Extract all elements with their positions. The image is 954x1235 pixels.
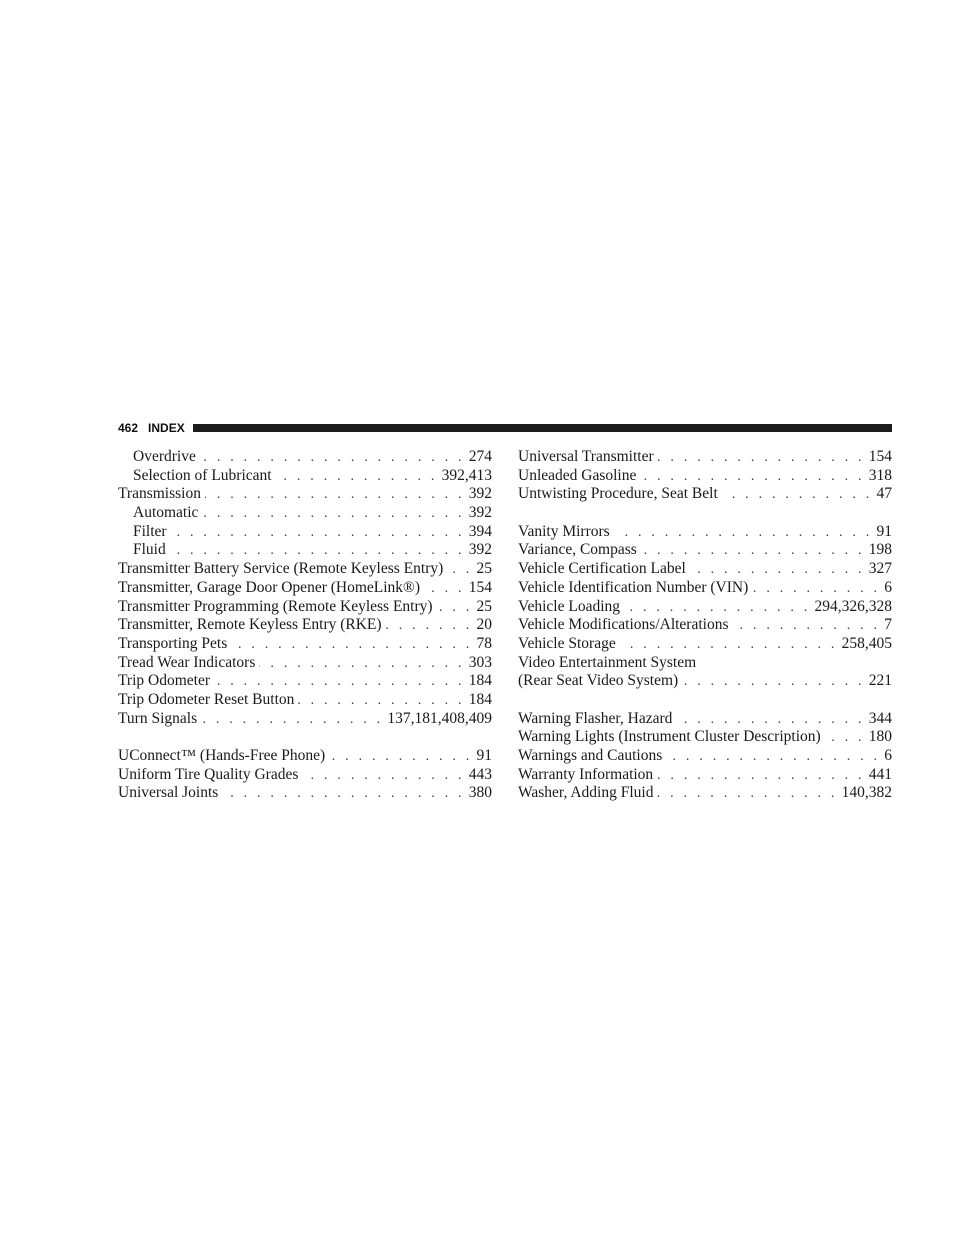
index-entry-page: 394 <box>468 522 492 540</box>
dot-leader <box>641 542 865 561</box>
index-entry <box>118 523 492 542</box>
index-entry-label: Trip Odometer <box>118 672 210 690</box>
index-entry-label: Variance, Compass <box>518 541 637 559</box>
index-entry <box>118 541 492 560</box>
index-entry-label: Transporting Pets <box>118 634 228 652</box>
index-entry <box>118 579 492 598</box>
index-entry <box>518 485 892 504</box>
index-entry-page: 303 <box>468 653 492 671</box>
index-entry-label: Fluid <box>133 541 166 559</box>
index-entry-label: Automatic <box>133 504 199 522</box>
index-entry-page: 78 <box>476 634 492 652</box>
index-entry-page: 7 <box>884 616 892 634</box>
index-entry-label: Transmitter, Remote Keyless Entry (RKE) <box>118 616 382 634</box>
index-entry <box>118 710 492 729</box>
index-entry <box>118 691 492 710</box>
dot-leader <box>658 449 865 468</box>
index-entry-page: 6 <box>884 578 892 596</box>
index-entry-label: Warning Flasher, Hazard <box>518 709 673 727</box>
index-entry-label: Warranty Information <box>518 765 654 783</box>
index-entry-label: Transmitter, Garage Door Opener (HomeLink®) <box>118 578 420 596</box>
dot-leader <box>447 561 472 580</box>
dot-leader <box>329 748 472 767</box>
dot-leader <box>666 748 880 767</box>
index-entry-label: Vehicle Modifications/Alterations <box>518 616 729 634</box>
index-entry <box>118 672 492 691</box>
dot-leader <box>620 636 838 655</box>
index-entry-page: 392 <box>468 504 492 522</box>
dot-leader <box>424 580 465 599</box>
index-entry-page: 180 <box>868 728 892 746</box>
index-entry <box>518 448 892 467</box>
index-entry <box>518 579 892 598</box>
dot-leader <box>657 785 837 804</box>
index-entry <box>118 747 492 766</box>
index-entry-label: Transmitter Programming (Remote Keyless Entry) <box>118 597 433 615</box>
dot-leader <box>201 711 383 730</box>
dot-leader <box>276 468 438 487</box>
index-entry-page: 91 <box>876 522 892 540</box>
index-entry-label: Washer, Adding Fluid <box>518 784 654 802</box>
index-column-left <box>118 448 492 803</box>
index-entry-page: 392 <box>468 485 492 503</box>
index-entry-page: 140,382 <box>841 784 892 802</box>
section-title: INDEX <box>148 421 185 435</box>
index-entry-page: 198 <box>868 541 892 559</box>
index-spacer <box>518 691 892 710</box>
dot-leader <box>676 711 864 730</box>
index-entry <box>518 467 892 486</box>
dot-leader <box>733 617 881 636</box>
dot-leader <box>386 617 473 636</box>
index-entry-label: Tread Wear Indicators <box>118 653 256 671</box>
dot-leader <box>170 542 465 561</box>
dot-leader <box>624 599 810 618</box>
index-entry-label: Warnings and Cautions <box>518 747 663 764</box>
index-entry-label: Vehicle Storage <box>518 634 616 652</box>
index-entry <box>518 560 892 579</box>
index-entry-page: 441 <box>868 765 892 783</box>
index-entry-page: 221 <box>868 672 892 690</box>
index-entry <box>118 467 492 486</box>
index-column-right <box>518 448 892 803</box>
index-entry <box>518 616 892 635</box>
index-entry-label: Trip Odometer Reset Button <box>118 690 295 708</box>
index-entry-page: 258,405 <box>841 634 892 652</box>
index-entry-page: 47 <box>876 485 892 503</box>
index-entry-page: 154 <box>468 578 492 596</box>
index-entry <box>118 485 492 504</box>
index-entry <box>518 747 892 766</box>
index-entry-page: 154 <box>868 448 892 465</box>
index-entry-label: Vehicle Loading <box>518 597 621 615</box>
dot-leader <box>722 486 873 505</box>
index-entry-page: 344 <box>868 709 892 727</box>
index-entry-label: Untwisting Procedure, Seat Belt <box>518 485 718 503</box>
index-entry-page: 443 <box>468 765 492 783</box>
index-entry-label: Filter <box>133 522 167 540</box>
dot-leader <box>302 767 464 786</box>
index-entry <box>518 710 892 729</box>
dot-leader <box>202 505 464 524</box>
index-entry-page: 25 <box>476 597 492 615</box>
index-entry <box>518 654 892 673</box>
index-entry-label: Vanity Mirrors <box>518 522 610 540</box>
index-entry-label: Unleaded Gasoline <box>518 466 637 484</box>
index-entry <box>118 616 492 635</box>
index-entry-page: 184 <box>468 672 492 690</box>
index-entry-page: 184 <box>468 690 492 708</box>
dot-leader <box>682 673 865 692</box>
index-entry-label: Transmission <box>118 485 201 503</box>
index-entry <box>518 672 892 691</box>
dot-leader <box>205 486 465 505</box>
index-entry <box>118 784 492 803</box>
index-entry <box>118 560 492 579</box>
dot-leader <box>231 636 472 655</box>
dot-leader <box>614 524 873 543</box>
index-entry-page: 137,181,408,409 <box>387 709 492 727</box>
index-entry-page: 25 <box>476 560 492 578</box>
index-entry-label: (Rear Seat Video System) <box>518 672 679 690</box>
index-entry <box>118 448 492 467</box>
index-entry <box>118 635 492 654</box>
index-entry-label: Vehicle Certification Label <box>518 560 686 578</box>
index-entry <box>118 504 492 523</box>
index-entry-label: Warning Lights (Instrument Cluster Description) <box>518 728 821 746</box>
index-entry <box>118 654 492 673</box>
page-number: 462 <box>118 421 139 435</box>
index-entry-page: 392,413 <box>441 466 492 484</box>
index-entry-label: Turn Signals <box>118 709 198 727</box>
index-entry <box>518 523 892 542</box>
index-entry-label: Universal Joints <box>118 784 219 802</box>
dot-leader <box>437 599 473 618</box>
index-entry <box>518 635 892 654</box>
index-entry-label: Vehicle Identification Number (VIN) <box>518 578 749 596</box>
dot-leader <box>222 785 464 804</box>
index-entry-page: 20 <box>476 616 492 634</box>
index-entry <box>518 598 892 617</box>
index-entry <box>518 784 892 803</box>
dot-leader <box>200 449 465 468</box>
dot-leader <box>171 524 465 543</box>
index-spacer <box>118 728 492 747</box>
index-entry-page: 380 <box>468 784 492 802</box>
index-entry-label: Transmitter Battery Service (Remote Keyless Entry) <box>118 560 444 578</box>
index-entry <box>518 541 892 560</box>
dot-leader <box>825 729 865 748</box>
index-entry-page: 6 <box>884 747 892 764</box>
index-entry <box>118 598 492 617</box>
index-spacer <box>518 504 892 523</box>
dot-leader <box>298 692 464 711</box>
index-entry <box>518 728 892 747</box>
dot-leader <box>640 468 864 487</box>
index-entry-page: 274 <box>468 448 492 465</box>
header-rule <box>193 424 892 432</box>
index-entry-page: 91 <box>476 747 492 764</box>
index-entry-label: Overdrive <box>133 448 196 465</box>
page-header <box>118 420 892 436</box>
dot-leader <box>752 580 880 599</box>
index-entry-page: 294,326,328 <box>814 597 892 615</box>
index-entry-page: 327 <box>868 560 892 578</box>
index-entry-label: Selection of Lubricant <box>133 466 272 484</box>
index-entry <box>118 766 492 785</box>
index-entry-label: Video Entertainment System <box>518 653 697 671</box>
index-entry-label: Universal Transmitter <box>518 448 654 465</box>
dot-leader <box>657 767 865 786</box>
dot-leader <box>690 561 865 580</box>
index-entry-page: 392 <box>468 541 492 559</box>
dot-leader <box>214 673 465 692</box>
index-entry-page: 318 <box>868 466 892 484</box>
index-entry-label: UConnect™ (Hands-Free Phone) <box>118 747 326 764</box>
index-entry-label: Uniform Tire Quality Grades <box>118 765 299 783</box>
dot-leader <box>259 655 464 674</box>
index-entry <box>518 766 892 785</box>
